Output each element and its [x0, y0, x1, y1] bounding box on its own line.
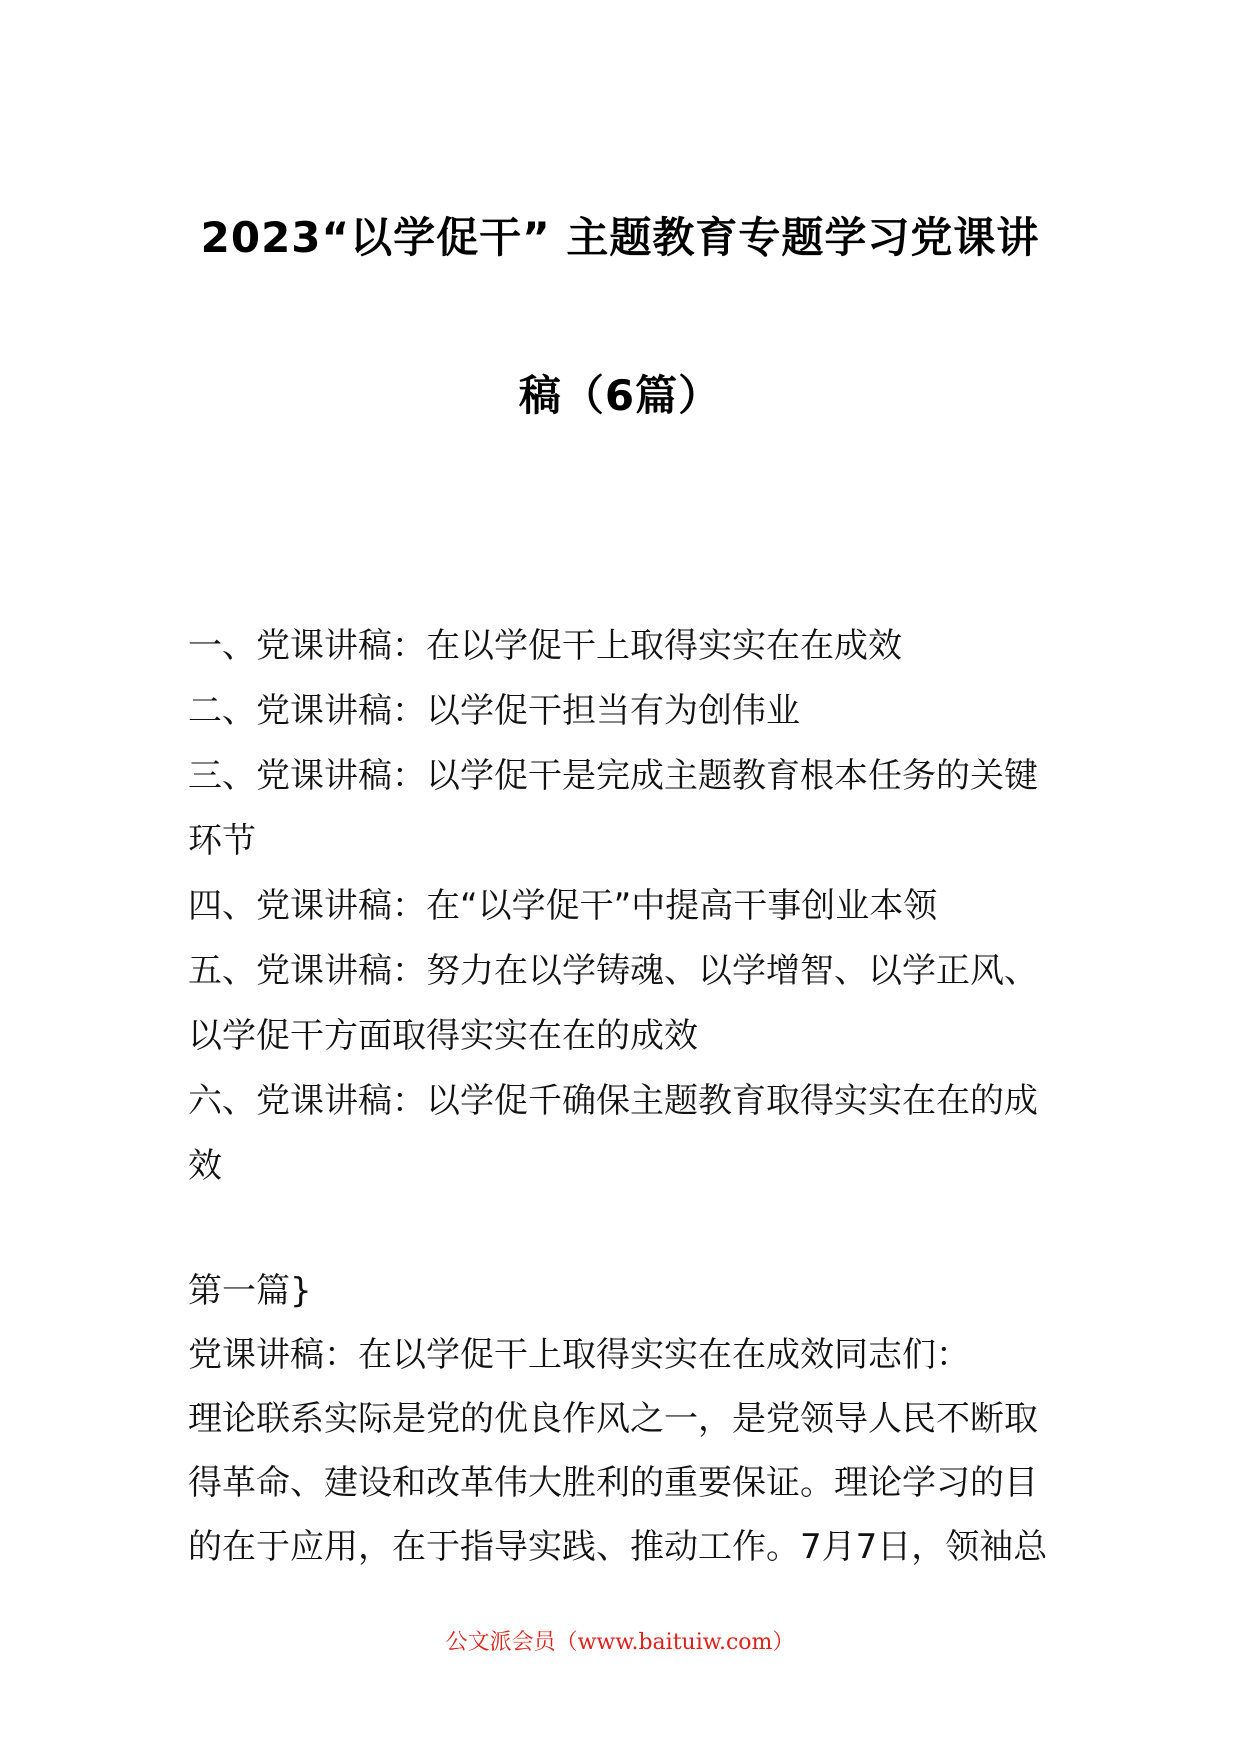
toc-line: 效 [188, 1146, 222, 1186]
toc-line: 二、党课讲稿：以学促干担当有为创伟业 [188, 691, 800, 731]
toc-line: 一、党课讲稿：在以学促干上取得实实在在成效 [188, 626, 902, 666]
toc-line: 四、党课讲稿：在“以学促干”中提高干事创业本领 [188, 886, 938, 926]
toc-line: 环节 [188, 821, 256, 861]
toc-line: 六、党课讲稿：以学促千确保主题教育取得实实在在的成 [188, 1081, 1038, 1121]
body-line: 党课讲稿：在以学促干上取得实实在在成效同志们： [188, 1335, 970, 1375]
document-body [188, 1259, 1068, 1579]
toc-line: 五、党课讲稿：努力在以学铸魂、以学增智、以学正风、 [188, 951, 1038, 991]
body-line: 得革命、建设和改革伟大胜利的重要保证。理论学习的目 [188, 1463, 1038, 1503]
document-title-line1: 2023“以学促干” 主题教育专题学习党课讲 [200, 213, 1040, 262]
section-heading: 第一篇} [188, 1271, 312, 1311]
toc-line: 三、党课讲稿：以学促干是完成主题教育根本任务的关键 [188, 756, 1038, 796]
toc-line: 以学促干方面取得实实在在的成效 [188, 1016, 698, 1056]
body-line: 的在于应用，在于指导实践、推动工作。7月7日，领袖总 [188, 1527, 1048, 1567]
table-of-contents [188, 614, 1068, 1199]
footer-watermark: 公文派会员（www.baituiw.com） [445, 1630, 795, 1655]
document-title-line2: 稿（6篇） [518, 371, 722, 420]
body-line: 理论联系实际是党的优良作风之一，是党领导人民不断取 [188, 1399, 1038, 1439]
